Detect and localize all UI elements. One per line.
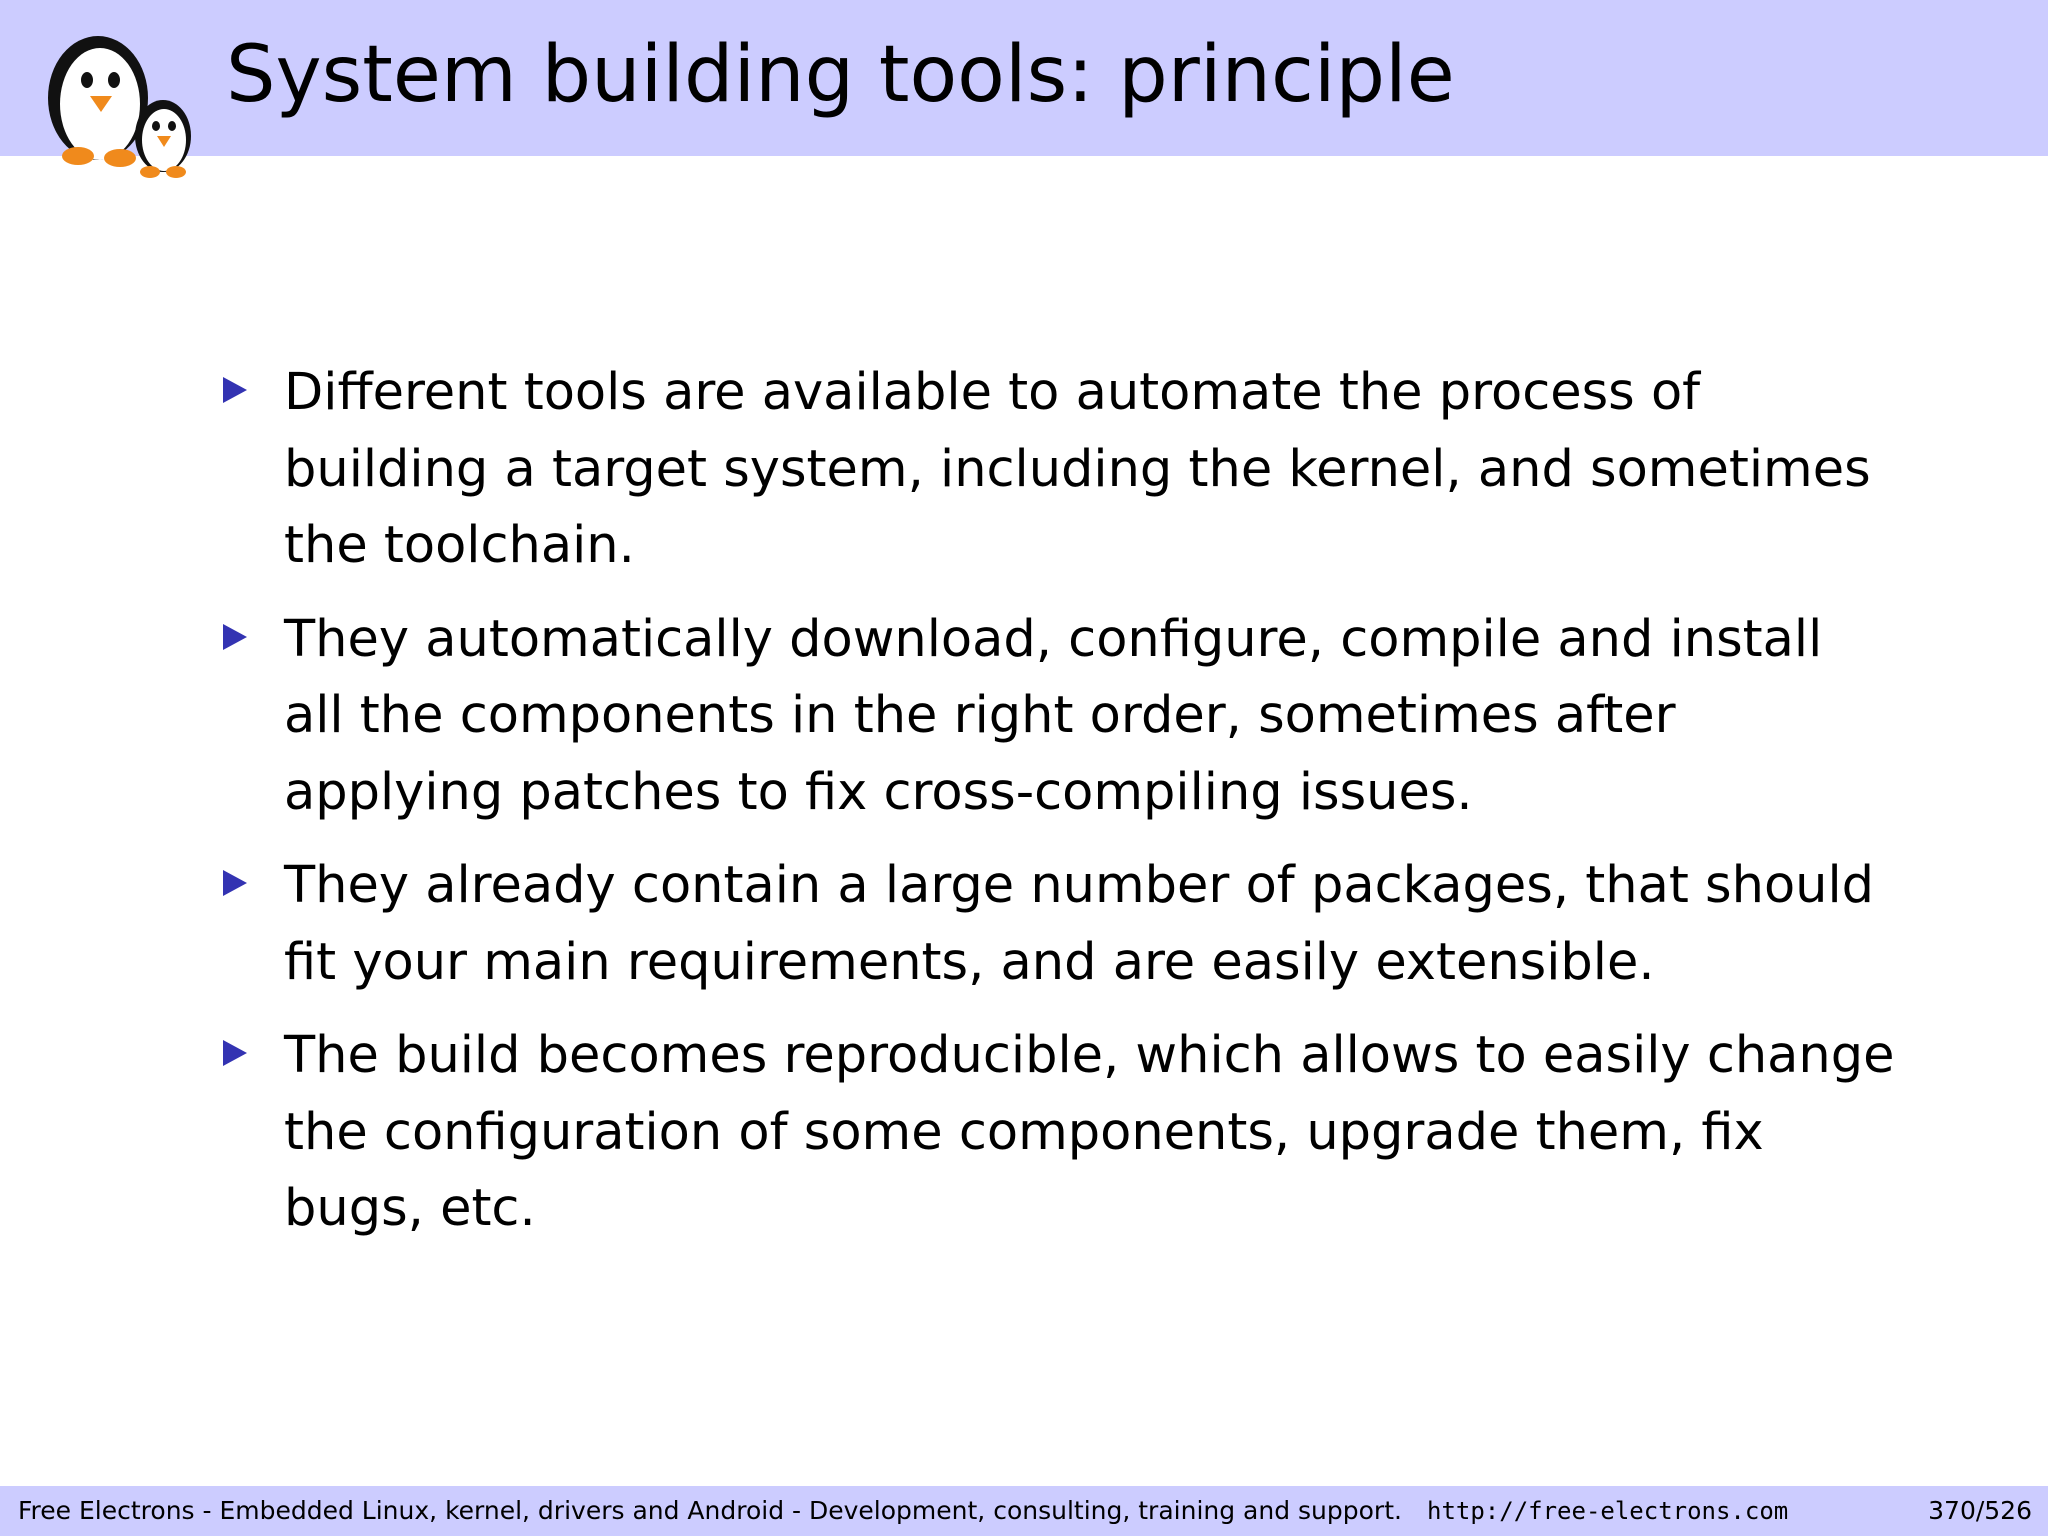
list-item-text: The build becomes reproducible, which allows to easily change the configuration of some components, upgrade them, fix bugs, etc. xyxy=(284,1026,1895,1238)
slide-title: System building tools: principle xyxy=(226,30,1455,120)
bullet-list xyxy=(220,355,1920,1265)
list-item-text: They automatically download, configure, compile and install all the components in the right order, sometimes after applying patches to fix cross-compiling issues. xyxy=(284,609,1823,822)
list-item xyxy=(220,602,1920,832)
footer-url-link[interactable]: http://free-electrons.com xyxy=(1427,1497,1789,1525)
list-item xyxy=(220,848,1920,1001)
footer-text: Free Electrons - Embedded Linux, kernel, drivers and Android - Development, consulting, training and support. xyxy=(18,1496,1402,1525)
list-item-text: Different tools are available to automate the process of building a target system, including the kernel, and sometimes the toolchain. xyxy=(284,363,1871,575)
list-item-text: They already contain a large number of packages, that should fit your main requirements, and are easily extensible. xyxy=(284,856,1875,992)
list-item xyxy=(220,1018,1920,1248)
list-item xyxy=(220,355,1920,585)
triangle-bullet-icon xyxy=(223,1040,247,1066)
slide-footer xyxy=(0,1486,2048,1536)
triangle-bullet-icon xyxy=(223,377,247,403)
triangle-bullet-icon xyxy=(223,624,247,650)
triangle-bullet-icon xyxy=(223,870,247,896)
page-number: 370/526 xyxy=(1928,1496,2032,1525)
penguins-logo-icon xyxy=(30,28,210,188)
slide-header xyxy=(0,0,2048,156)
